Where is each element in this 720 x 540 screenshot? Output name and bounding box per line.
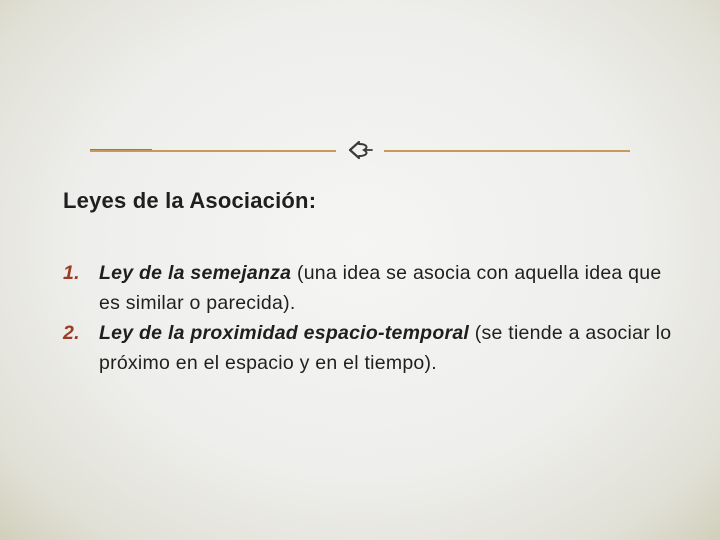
- law-description: (una idea se asocia con aquella idea que es similar o parecida).: [99, 262, 662, 314]
- laws-list: [63, 258, 673, 378]
- list-item: [63, 258, 673, 318]
- law-term: Ley de la semejanza: [99, 262, 292, 284]
- list-number: 1.: [63, 262, 80, 284]
- slide-heading: Leyes de la Asociación:: [63, 188, 317, 213]
- divider-line-left: [90, 150, 336, 152]
- decorative-flourish-icon: [342, 138, 378, 162]
- list-number: 2.: [63, 322, 80, 344]
- divider-line-right: [384, 150, 630, 152]
- list-item: [63, 318, 673, 378]
- law-term: Ley de la proximidad espacio-temporal: [99, 322, 470, 344]
- title-divider: [90, 138, 630, 162]
- law-description: (se tiende a asociar lo próximo en el espacio y en el tiempo).: [99, 322, 672, 374]
